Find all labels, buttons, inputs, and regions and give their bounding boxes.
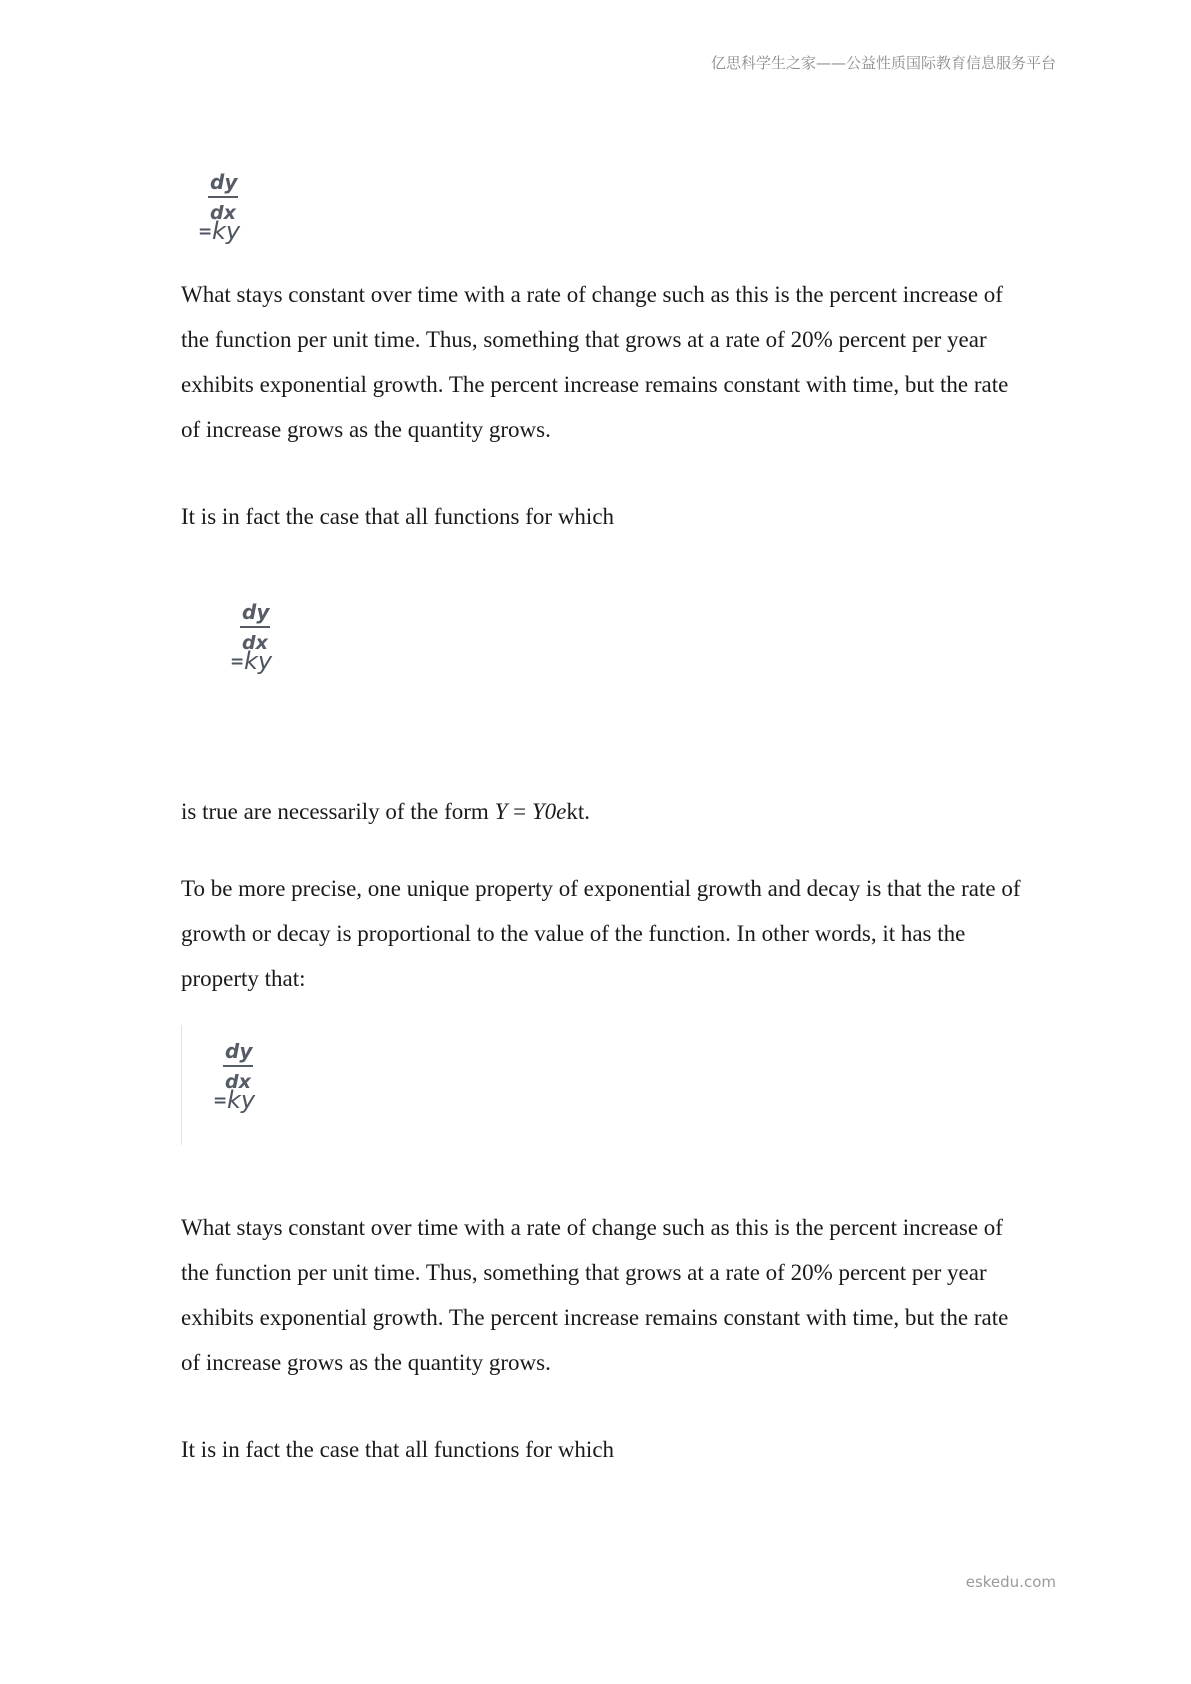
math-y0: Y0 xyxy=(531,799,557,824)
formula-image-2 xyxy=(226,593,316,693)
formula-denominator: dx xyxy=(225,1071,251,1093)
formula-numerator: dy xyxy=(242,600,270,624)
formula-denominator: dx xyxy=(242,632,268,654)
paragraph-1: What stays constant over time with a rate of change such as this is the percent increase of the function per unit time. Thus, something that grows at a rate of 20% percent per year exhibits exponential growth. The percent increase remains constant with time, but the rate of increase grows as the quantity grows. xyxy=(181,282,1009,442)
math-e: e xyxy=(556,799,567,824)
formula-rhs: ky xyxy=(212,217,241,245)
math-y: Y xyxy=(494,799,508,824)
formula-numerator: dy xyxy=(225,1043,253,1063)
formula-denominator: dx xyxy=(210,202,236,224)
formula-numerator: dy xyxy=(210,170,238,194)
paragraph-3-prefix: is true are necessarily of the form xyxy=(181,799,495,824)
paragraph-3 xyxy=(181,789,1021,834)
paragraph-6: It is in fact the case that all functions for which xyxy=(181,1437,615,1462)
math-exponent: kt. xyxy=(566,799,591,824)
formula-equals: = xyxy=(213,1091,228,1111)
math-equals: = xyxy=(507,799,532,824)
page-footer: eskedu.com xyxy=(965,1573,1056,1591)
formula-rhs: ky xyxy=(227,1086,256,1114)
paragraph-4: To be more precise, one unique property of exponential growth and decay is that the rate of growth or decay is proportional to the value of the function. In other words, it has the property that: xyxy=(181,876,1021,991)
paragraph-5: What stays constant over time with a rate of change such as this is the percent increase of the function per unit time. Thus, something that grows at a rate of 20% percent per year exhibits exponential growth. The percent increase remains constant with time, but the rate of increase grows as the quantity grows. xyxy=(181,1215,1009,1375)
paragraph-2: It is in fact the case that all functions for which xyxy=(181,504,615,529)
formula-rhs: ky xyxy=(244,647,273,675)
formula-image-1 xyxy=(194,163,284,263)
formula-image-3 xyxy=(181,1025,272,1145)
formula-equals: = xyxy=(230,652,245,672)
page-header: 亿思科学生之家——公益性质国际教育信息服务平台 xyxy=(710,54,1056,72)
formula-equals: = xyxy=(198,222,213,242)
